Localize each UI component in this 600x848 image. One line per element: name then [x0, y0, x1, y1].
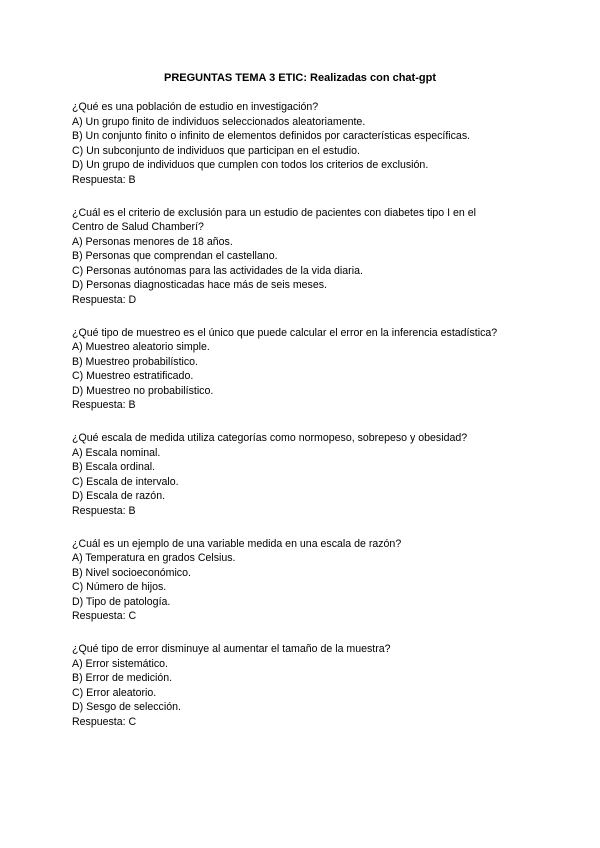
- question-block-2: [72, 206, 542, 308]
- answer-option: C) Un subconjunto de individuos que participan en el estudio.: [72, 144, 360, 157]
- question-text: ¿Qué escala de medida utiliza categorías como normopeso, sobrepeso y obesidad?: [72, 432, 468, 445]
- answer-option: B) Un conjunto finito o infinito de elementos definidos por características específicas.: [72, 130, 471, 142]
- answer-key: Respuesta: C: [72, 715, 137, 728]
- question-block-3: [72, 326, 542, 413]
- answer-option: A) Un grupo finito de individuos seleccionados aleatoriamente.: [72, 115, 366, 128]
- question-block-6: [72, 642, 542, 729]
- answer-key: Respuesta: B: [72, 504, 136, 517]
- answer-option: B) Personas que comprendan el castellano.: [72, 250, 278, 263]
- answer-key: Respuesta: B: [72, 173, 136, 186]
- answer-option: D) Sesgo de selección.: [72, 701, 181, 714]
- question-text: ¿Qué tipo de error disminuye al aumentar el tamaño de la muestra?: [72, 643, 391, 656]
- question-text: ¿Qué es una población de estudio en investigación?: [72, 101, 319, 113]
- question-text: Centro de Salud Chamberí?: [72, 221, 204, 234]
- answer-option: C) Escala de intervalo.: [72, 475, 179, 488]
- question-block-5: [72, 537, 542, 624]
- question-text: ¿Cuál es el criterio de exclusión para un estudio de pacientes con diabetes tipo I en el: [72, 206, 476, 219]
- answer-option: D) Muestreo no probabilístico.: [72, 384, 214, 397]
- answer-option: D) Tipo de patología.: [72, 595, 171, 608]
- question-block-1: [72, 100, 542, 187]
- answer-option: A) Escala nominal.: [72, 446, 161, 459]
- answer-option: D) Un grupo de individuos que cumplen con todos los criterios de exclusión.: [72, 159, 429, 171]
- answer-option: D) Personas diagnosticadas hace más de seis meses.: [72, 279, 327, 292]
- question-list: [72, 100, 542, 748]
- question-text: ¿Qué tipo de muestreo es el único que puede calcular el error en la inferencia estadística?: [72, 326, 498, 339]
- answer-option: A) Temperatura en grados Celsius.: [72, 552, 236, 565]
- answer-option: A) Muestreo aleatorio simple.: [72, 341, 210, 354]
- answer-option: A) Error sistemático.: [72, 657, 168, 670]
- answer-option: B) Muestreo probabilístico.: [72, 355, 199, 368]
- answer-option: D) Escala de razón.: [72, 490, 166, 503]
- answer-key: Respuesta: C: [72, 610, 137, 623]
- answer-key: Respuesta: D: [72, 293, 137, 306]
- answer-option: B) Nivel socioeconómico.: [72, 566, 191, 579]
- answer-option: A) Personas menores de 18 años.: [72, 235, 233, 248]
- document-title: PREGUNTAS TEMA 3 ETIC: Realizadas con chat-gpt: [164, 72, 436, 84]
- answer-option: C) Error aleatorio.: [72, 686, 157, 699]
- answer-option: B) Escala ordinal.: [72, 461, 156, 474]
- answer-option: C) Muestreo estratificado.: [72, 370, 194, 383]
- question-block-4: [72, 431, 542, 518]
- answer-option: B) Error de medición.: [72, 672, 173, 685]
- answer-option: C) Número de hijos.: [72, 581, 167, 594]
- answer-option: C) Personas autónomas para las actividades de la vida diaria.: [72, 264, 363, 277]
- question-text: ¿Cuál es un ejemplo de una variable medida en una escala de razón?: [72, 537, 402, 550]
- answer-key: Respuesta: B: [72, 399, 136, 412]
